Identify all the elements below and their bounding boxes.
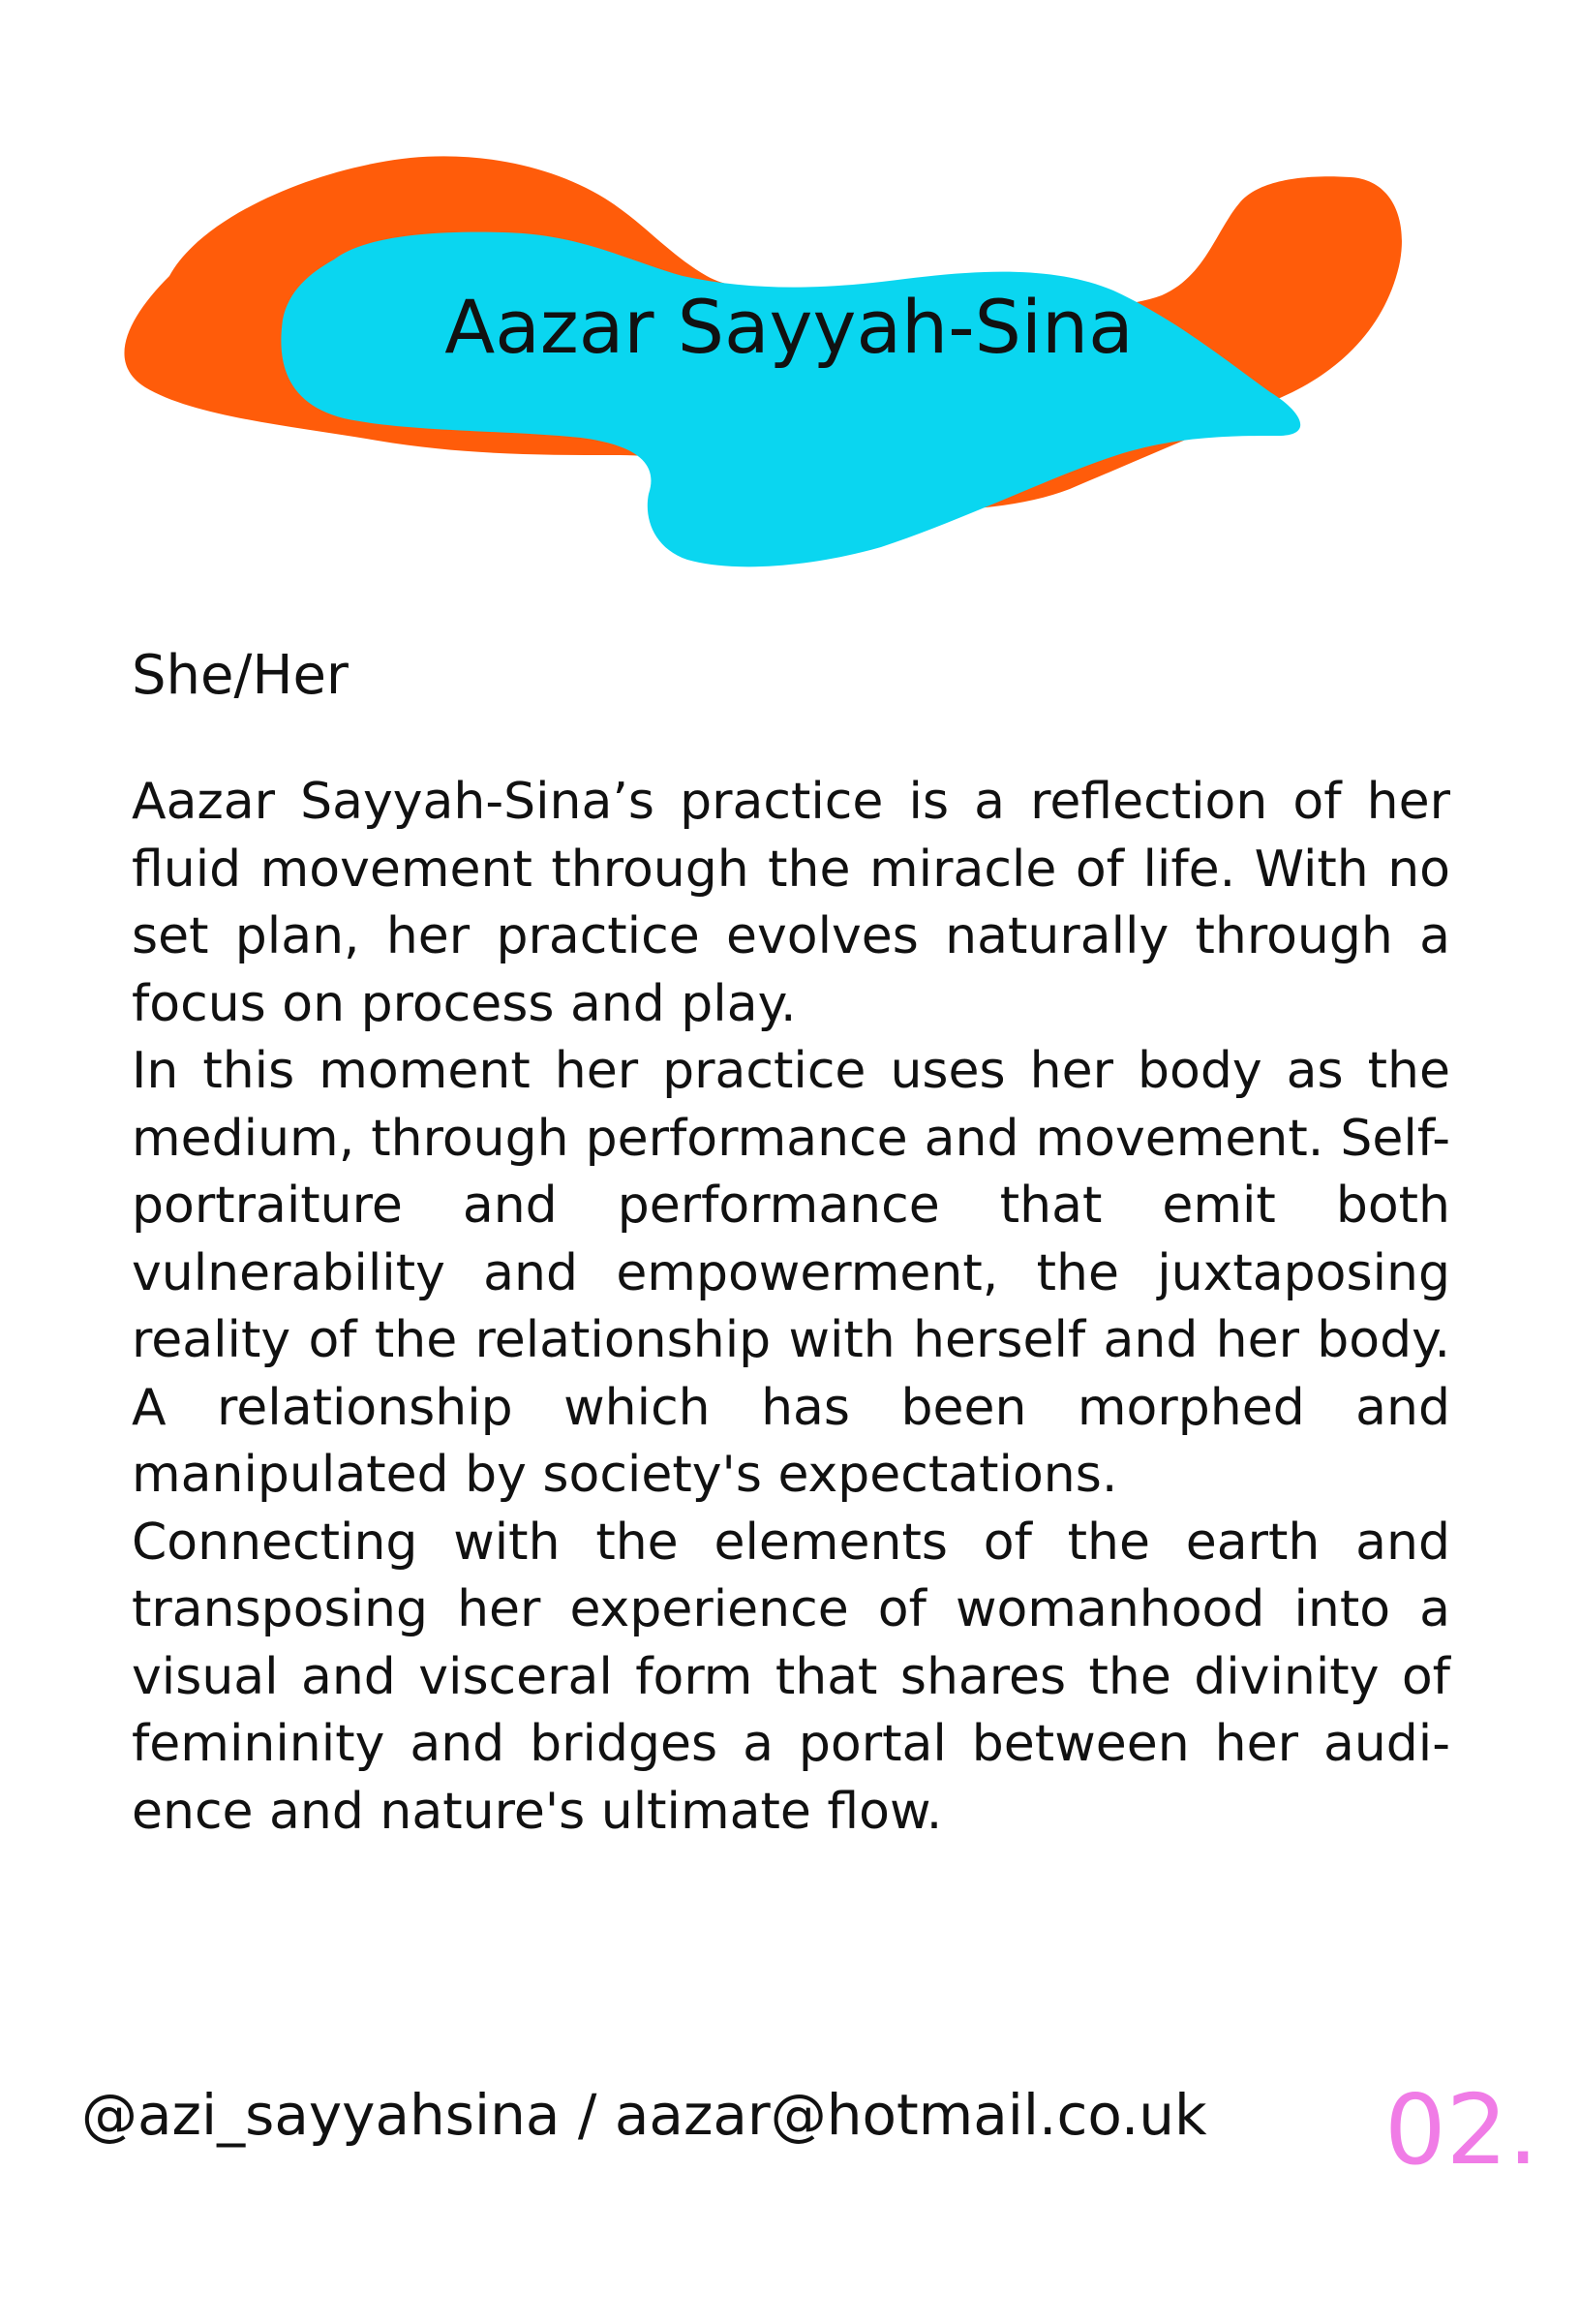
bio-paragraph: Aazar Sayyah-Sina’s practice is a reflection of her fluid movement through the miracle of life. With no set plan, her practice evolves naturally through a focus on process and play. bbox=[132, 773, 1450, 1033]
artist-bio bbox=[132, 769, 1450, 1846]
artist-profile bbox=[132, 635, 1450, 1846]
cyan-blob-shape bbox=[281, 232, 1300, 567]
pronouns: She/Her bbox=[132, 644, 349, 707]
bio-paragraph: Connecting with the elements of the earth and transposing her experience of womanhood into a visual and visceral form that shares the divinity of femininity and bridges a portal between her audience and nature's ultimate flow. bbox=[132, 1513, 1450, 1841]
artist-name: Aazar Sayyah-Sina bbox=[444, 284, 1134, 370]
contact-info: @azi_sayyahsina / aazar@hotmail.co.uk bbox=[81, 2082, 1207, 2148]
bio-paragraph: In this moment her practice uses her body as the medium, through performance and movement. Self-portraiture and performance that emit both vulnerability and empowerment, the juxtaposing reality of the relationship with herself and her body. A relationship which has been morphed and manipulated by society's expectations. bbox=[132, 1042, 1450, 1504]
page-number: 02. bbox=[1384, 2073, 1539, 2186]
